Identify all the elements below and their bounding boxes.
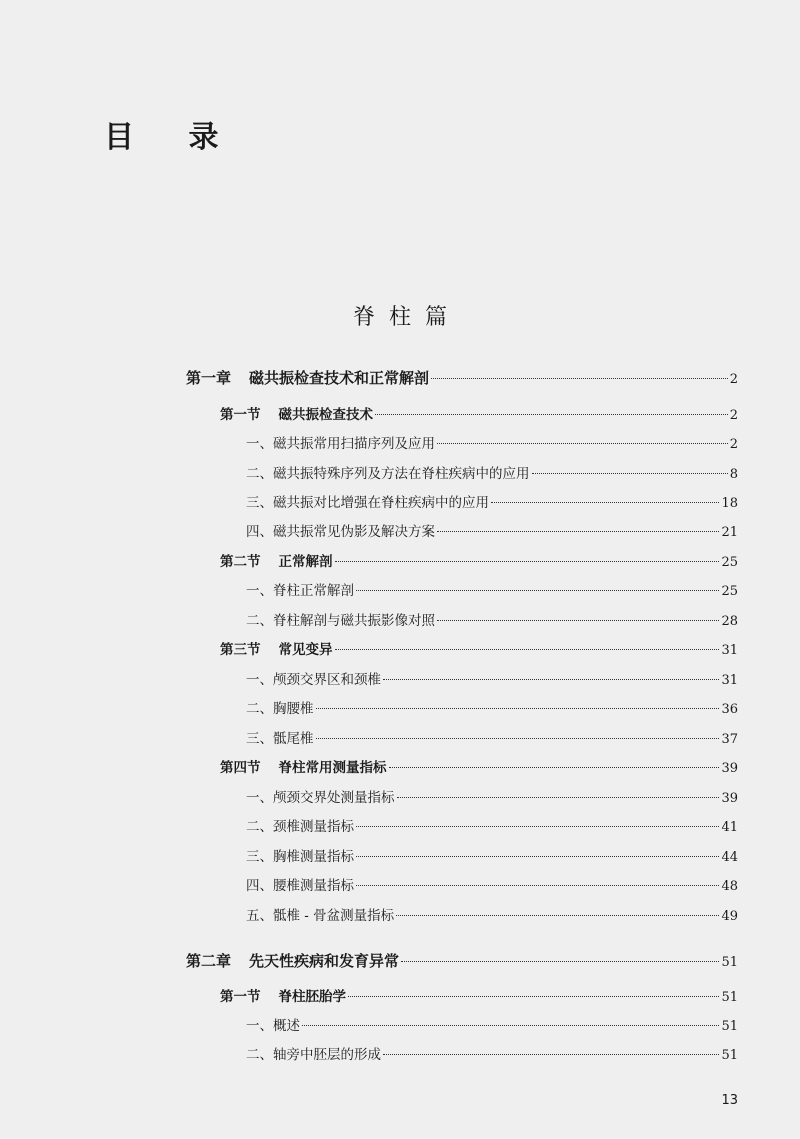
toc-page-number: 25: [721, 584, 738, 599]
dot-leader: [356, 590, 719, 591]
toc-entry-label: [246, 462, 530, 482]
dot-leader: [356, 826, 719, 827]
toc-entry-label: [246, 668, 381, 688]
toc-entry-label: [246, 786, 395, 806]
toc-entry-label: [246, 727, 314, 747]
toc-page-number: 31: [721, 673, 738, 688]
toc-entry-label: [246, 609, 435, 629]
toc-page-number: 31: [721, 643, 738, 658]
toc-entry-label: [220, 985, 346, 1005]
toc-entry-title: 二、轴旁中胚层的形成: [246, 1047, 381, 1063]
toc-entry-title: 二、脊柱解剖与磁共振影像对照: [246, 613, 435, 629]
dot-leader: [397, 797, 720, 798]
toc-page-number: 18: [721, 496, 738, 511]
dot-leader: [437, 531, 719, 532]
toc-page-number: 41: [721, 820, 738, 835]
toc-page-number: 28: [721, 614, 738, 629]
toc-section-row[interactable]: [220, 550, 738, 574]
toc-page-number: 2: [729, 437, 738, 452]
toc-section-row[interactable]: [220, 985, 738, 1009]
toc-page-number: 51: [721, 1048, 738, 1063]
toc-item-row[interactable]: [246, 786, 738, 810]
dot-leader: [335, 649, 720, 650]
toc-item-row[interactable]: [246, 491, 738, 515]
toc-item-row[interactable]: [246, 904, 738, 928]
dot-leader: [491, 502, 719, 503]
toc-entry-title: 四、磁共振常见伪影及解决方案: [246, 524, 435, 540]
toc-entry-title: 一、概述: [246, 1018, 300, 1034]
toc-item-row[interactable]: [246, 520, 738, 544]
toc-entry-title: 正常解剖: [278, 554, 333, 570]
dot-leader: [316, 738, 720, 739]
toc-entry-title: 一、磁共振常用扫描序列及应用: [246, 436, 435, 452]
toc-entry-title: 三、胸椎测量指标: [246, 849, 354, 865]
toc-entry-label: [220, 756, 387, 776]
toc-page-number: 25: [721, 555, 738, 570]
toc-entry-title: 磁共振检查技术和正常解剖: [249, 369, 430, 387]
toc-section-row[interactable]: [220, 403, 738, 427]
dot-leader: [356, 885, 719, 886]
toc-item-row[interactable]: [246, 697, 738, 721]
toc-entry-title: 二、磁共振特殊序列及方法在脊柱疾病中的应用: [246, 466, 530, 482]
toc-page-number: 8: [729, 467, 738, 482]
toc-entry-label: [246, 697, 314, 717]
toc-entry-label: [186, 367, 429, 388]
dot-leader: [302, 1025, 719, 1026]
dot-leader: [389, 767, 720, 768]
toc-page-number: 2: [729, 372, 738, 387]
toc-item-row[interactable]: [246, 1014, 738, 1038]
toc-page-number: 51: [721, 990, 738, 1005]
toc-entry-number: 第一章: [186, 369, 232, 387]
toc-entry-label: [246, 520, 435, 540]
toc-entry-title: 脊柱胚胎学: [278, 989, 346, 1005]
toc-entry-label: [246, 874, 354, 894]
toc-entry-label: [246, 845, 354, 865]
toc-page-number: 51: [721, 955, 738, 970]
page-number: 13: [721, 1093, 738, 1108]
dot-leader: [383, 679, 719, 680]
dot-leader: [348, 996, 719, 997]
toc-page-number: 51: [721, 1019, 738, 1034]
toc-item-row[interactable]: [246, 432, 738, 456]
toc-entry-label: [246, 1014, 300, 1034]
toc-entry-title: 常见变异: [278, 642, 333, 658]
toc-item-row[interactable]: [246, 815, 738, 839]
part-title: 脊柱篇: [352, 305, 461, 330]
toc-page-number: 21: [721, 525, 738, 540]
toc-entry-title: 三、磁共振对比增强在脊柱疾病中的应用: [246, 495, 489, 511]
toc-item-row[interactable]: [246, 727, 738, 751]
dot-leader: [316, 708, 720, 709]
dot-leader: [383, 1054, 719, 1055]
toc-item-row[interactable]: [246, 579, 738, 603]
dot-leader: [396, 915, 719, 916]
toc-item-row[interactable]: [246, 874, 738, 898]
toc-entry-number: 第一节: [220, 407, 261, 423]
toc-item-row[interactable]: [246, 609, 738, 633]
toc-page-number: 44: [721, 850, 738, 865]
toc-entry-title: 一、颅颈交界处测量指标: [246, 790, 395, 806]
toc-entry-title: 四、腰椎测量指标: [246, 878, 354, 894]
dot-leader: [532, 473, 728, 474]
page-title: 目 录: [104, 120, 241, 155]
toc-entry-label: [246, 432, 435, 452]
toc-entry-title: 五、骶椎 - 骨盆测量指标: [246, 908, 395, 924]
dot-leader: [356, 856, 719, 857]
toc-item-row[interactable]: [246, 668, 738, 692]
toc-page-number: 39: [721, 791, 738, 806]
toc-entry-number: 第四节: [220, 760, 261, 776]
toc-entry-label: [220, 403, 373, 423]
dot-leader: [437, 620, 719, 621]
toc-page-number: 2: [729, 408, 738, 423]
toc-item-row[interactable]: [246, 1043, 738, 1067]
toc-entry-title: 一、脊柱正常解剖: [246, 583, 354, 599]
toc-page-number: 48: [721, 879, 738, 894]
toc-entry-label: [246, 491, 489, 511]
toc-entry-number: 第三节: [220, 642, 261, 658]
dot-leader: [437, 443, 728, 444]
toc-page-number: 49: [721, 909, 738, 924]
toc-entry-title: 先天性疾病和发育异常: [249, 952, 400, 970]
toc-entry-label: [186, 950, 399, 971]
toc-chapter-row[interactable]: [186, 367, 738, 391]
toc-section-row[interactable]: [220, 756, 738, 780]
toc-entry-label: [220, 638, 333, 658]
dot-leader: [375, 414, 728, 415]
toc-chapter-row[interactable]: [186, 950, 738, 974]
toc-entry-title: 二、颈椎测量指标: [246, 819, 354, 835]
toc-entry-title: 三、骶尾椎: [246, 731, 314, 747]
toc-entry-title: 磁共振检查技术: [278, 407, 373, 423]
toc-entry-label: [220, 550, 333, 570]
dot-leader: [431, 378, 728, 379]
toc-entry-label: [246, 815, 354, 835]
toc-entry-label: [246, 904, 394, 924]
toc-item-row[interactable]: [246, 845, 738, 869]
toc-entry-number: 第二节: [220, 554, 261, 570]
toc-entry-title: 一、颅颈交界区和颈椎: [246, 672, 381, 688]
toc-page-number: 39: [721, 761, 738, 776]
dot-leader: [401, 961, 719, 962]
toc-entry-label: [246, 579, 354, 599]
toc-section-row[interactable]: [220, 638, 738, 662]
toc-entry-number: 第二章: [186, 952, 232, 970]
toc-page-number: 36: [721, 702, 738, 717]
toc-entry-title: 脊柱常用测量指标: [278, 760, 387, 776]
toc-entry-label: [246, 1043, 381, 1063]
toc-item-row[interactable]: [246, 462, 738, 486]
dot-leader: [335, 561, 720, 562]
toc-page-number: 37: [721, 732, 738, 747]
toc-entry-title: 二、胸腰椎: [246, 701, 314, 717]
toc-entry-number: 第一节: [220, 989, 261, 1005]
